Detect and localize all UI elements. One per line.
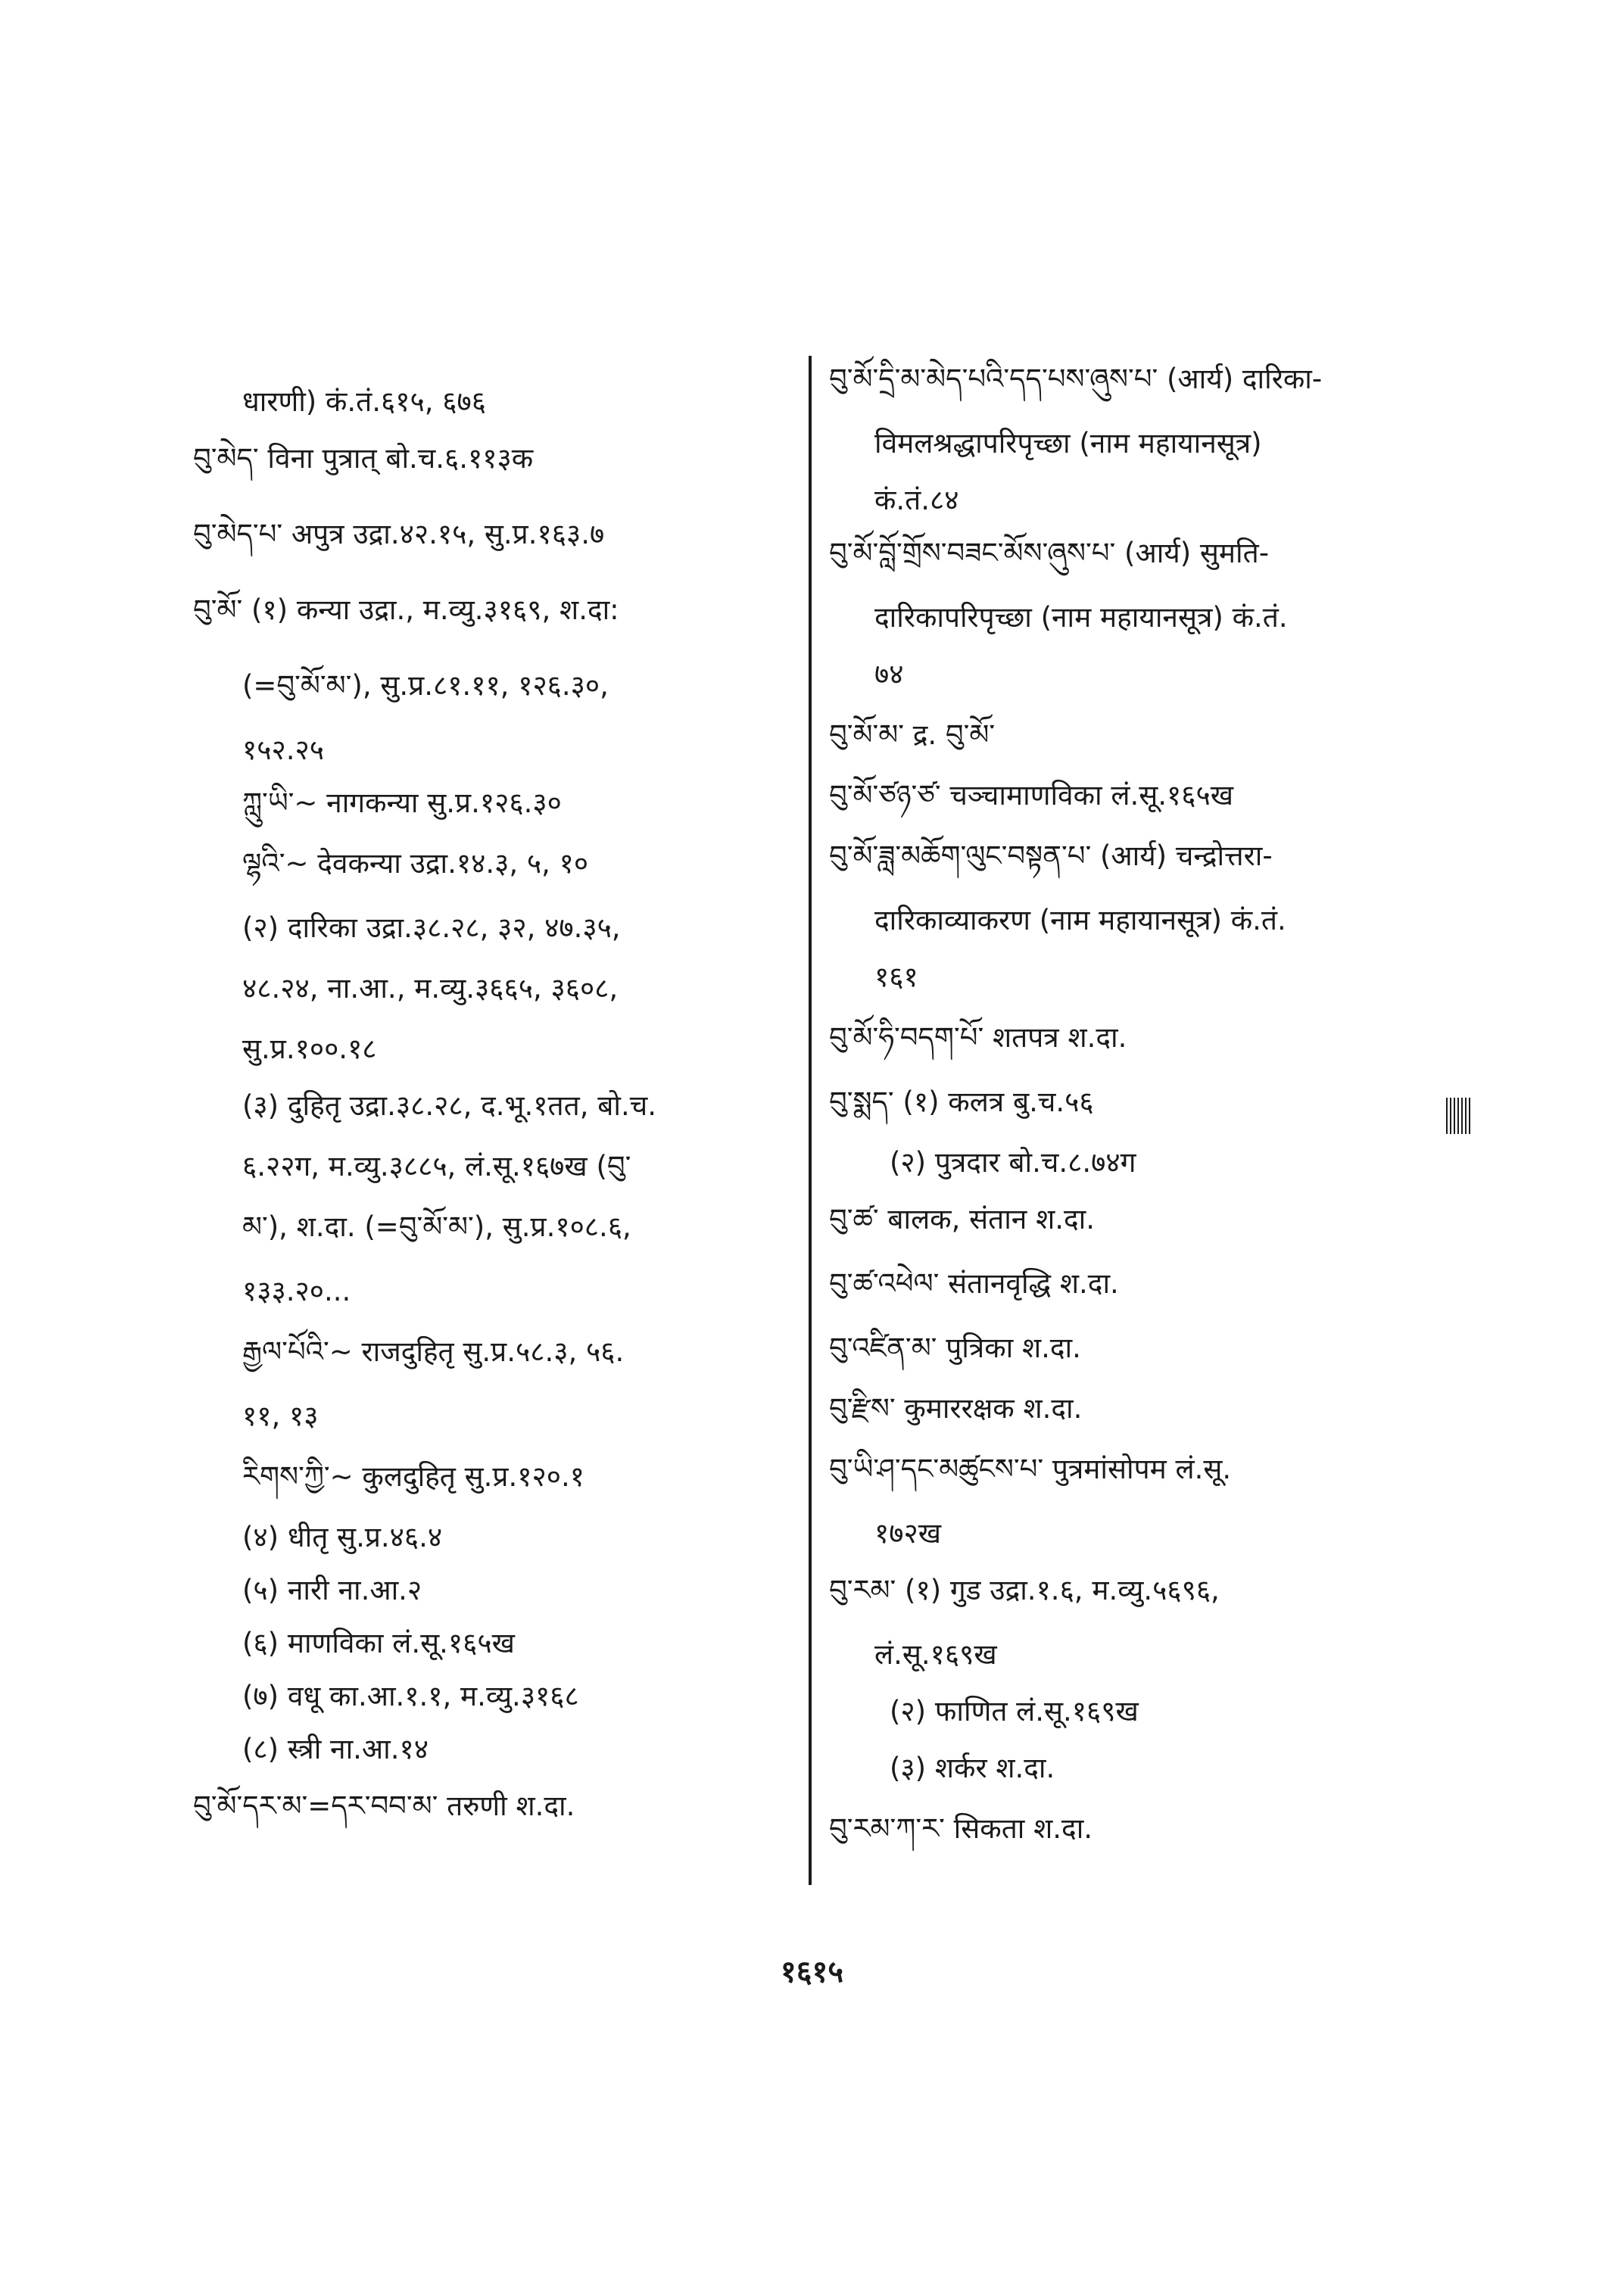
entry-line: བུ་རམ་ (१) गुड उद्रा.१.६, म.व्यु.५६९६,	[829, 1574, 1220, 1606]
entry-line: བུ་རམ་ཀ་ར་ सिकता श.दा.	[829, 1812, 1093, 1845]
entry-line: ཀླུ་ཡི་~ नागकन्या सु.प्र.१२६.३०	[242, 787, 562, 819]
entry-line: བུ་མོ་བློ་གྲོས་བཟང་མོས་ཞུས་པ་ (आर्य) सुमति-	[829, 537, 1270, 569]
entry-line: दारिकापरिपृच्छा (नाम महायानसूत्र) कं.तं.	[874, 601, 1288, 634]
entry-line: བུ་མོ་དྲི་མ་མེད་པའི་དད་པས་ཞུས་པ་ (आर्य) दारिका-	[829, 363, 1323, 395]
entry-line: (७) वधू का.आ.१.१, म.व्यु.३१६८	[242, 1680, 579, 1712]
entry-line: བུ་ཚ་འཕེལ་ संतानवृद्धि श.दा.	[829, 1267, 1119, 1300]
column-divider	[809, 356, 812, 1885]
entry-line: ४८.२४, ना.आ., म.व्यु.३६६५, ३६०८,	[242, 972, 619, 1005]
entry-line: རྒྱལ་པོའི་~ राजदुहितृ सु.प्र.५८.३, ५६.	[242, 1335, 625, 1368]
entry-line: १७२ख	[874, 1517, 941, 1550]
entry-line: རིགས་ཀྱི་~ कुलदुहितृ सु.प्र.१२०.१	[242, 1460, 584, 1493]
entry-line: लं.सू.१६९ख	[874, 1638, 997, 1671]
entry-line: (=བུ་མོ་མ་), सु.प्र.८१.११, १२६.३०,	[242, 669, 609, 702]
entry-line: བུ་མོ་ཟླ་མཆོག་ལུང་བསྟན་པ་ (आर्य) चन्द्रोत्तरा-	[829, 840, 1273, 872]
entry-line: ११, १३	[242, 1400, 319, 1432]
entry-line: (५) नारी ना.आ.२	[242, 1574, 422, 1606]
entry-line: ७४	[874, 658, 904, 690]
entry-line: བུ་མོ་ཙཉ་ཙ་ चञ्चामाणविका लं.सू.१६५ख	[829, 779, 1233, 812]
entry-line: བུ་ཡི་ཤ་དང་མཚུངས་པ་ पुत्रमांसोपम लं.सू.	[829, 1453, 1232, 1485]
entry-line: धारणी) कं.तं.६१५, ६७६	[242, 385, 486, 418]
entry-line: विमलश्रद्धापरिपृच्छा (नाम महायानसूत्र)	[874, 427, 1262, 460]
entry-line: (८) स्त्री ना.आ.१४	[242, 1733, 429, 1765]
entry-line: བུ་མོ་ཧི་བདག་པོ་ शतपत्र श.दा.	[829, 1021, 1127, 1054]
entry-line: (४) धीतृ सु.प्र.४६.४	[242, 1521, 443, 1553]
entry-line: १५२.२५	[242, 734, 324, 766]
entry-line: (२) फाणित लं.सू.१६९ख	[890, 1695, 1139, 1728]
entry-line: (६) माणविका लं.सू.१६५ख	[242, 1627, 515, 1659]
entry-line: བུ་མེད་པ་ अपुत्र उद्रा.४२.१५, सु.प्र.१६३.७	[193, 518, 605, 550]
entry-line: བུ་ཚ་ बालक, संतान श.दा.	[829, 1203, 1095, 1235]
entry-line: བུ་མོ་དར་མ་=དར་བབ་མ་ तरुणी श.दा.	[193, 1790, 575, 1822]
margin-mark	[1446, 1098, 1472, 1134]
entry-line: བུ་འཛིན་མ་ पुत्रिका श.दा.	[829, 1332, 1081, 1364]
entry-line: (२) पुत्रदार बो.च.८.७४ग	[890, 1146, 1136, 1179]
entry-line: १३३.२०...	[242, 1275, 351, 1307]
entry-line: कं.तं.८४	[874, 484, 959, 516]
entry-line: བུ་མེད་ विना पुत्रात् बो.च.६.११३क	[193, 442, 534, 475]
entry-line: བུ་མོ་ (१) कन्या उद्रा., म.व्यु.३१६९, श.दा:	[193, 594, 619, 626]
entry-line: (३) दुहितृ उद्रा.३८.२८, द.भू.१तत, बो.च.	[242, 1089, 656, 1122]
page-number: १६१५	[780, 1955, 844, 1989]
entry-line: सु.प्र.१००.१८	[242, 1033, 377, 1065]
entry-line: १६१	[874, 961, 918, 993]
entry-line: दारिकाव्याकरण (नाम महायानसूत्र) कं.तं.	[874, 904, 1286, 936]
entry-line: (३) शर्कर श.दा.	[890, 1752, 1055, 1784]
entry-line: བུ་རྫིས་ कुमाररक्षक श.दा.	[829, 1392, 1083, 1425]
entry-line: བུ་མོ་མ་ द्र. བུ་མོ་	[829, 718, 996, 751]
entry-line: ६.२२ग, म.व्यु.३८८५, लं.सू.१६७ख (བུ་	[242, 1150, 631, 1182]
entry-line: ལྷའི་~ देवकन्या उद्रा.१४.३, ५, १०	[242, 847, 589, 880]
entry-line: མ་), श.दा. (=བུ་མོ་མ་), सु.प्र.१०८.६,	[242, 1210, 631, 1243]
entry-line: (२) दारिका उद्रा.३८.२८, ३२, ४७.३५,	[242, 911, 621, 944]
entry-line: བུ་སྨད་ (१) कलत्र बु.च.५६	[829, 1086, 1094, 1118]
